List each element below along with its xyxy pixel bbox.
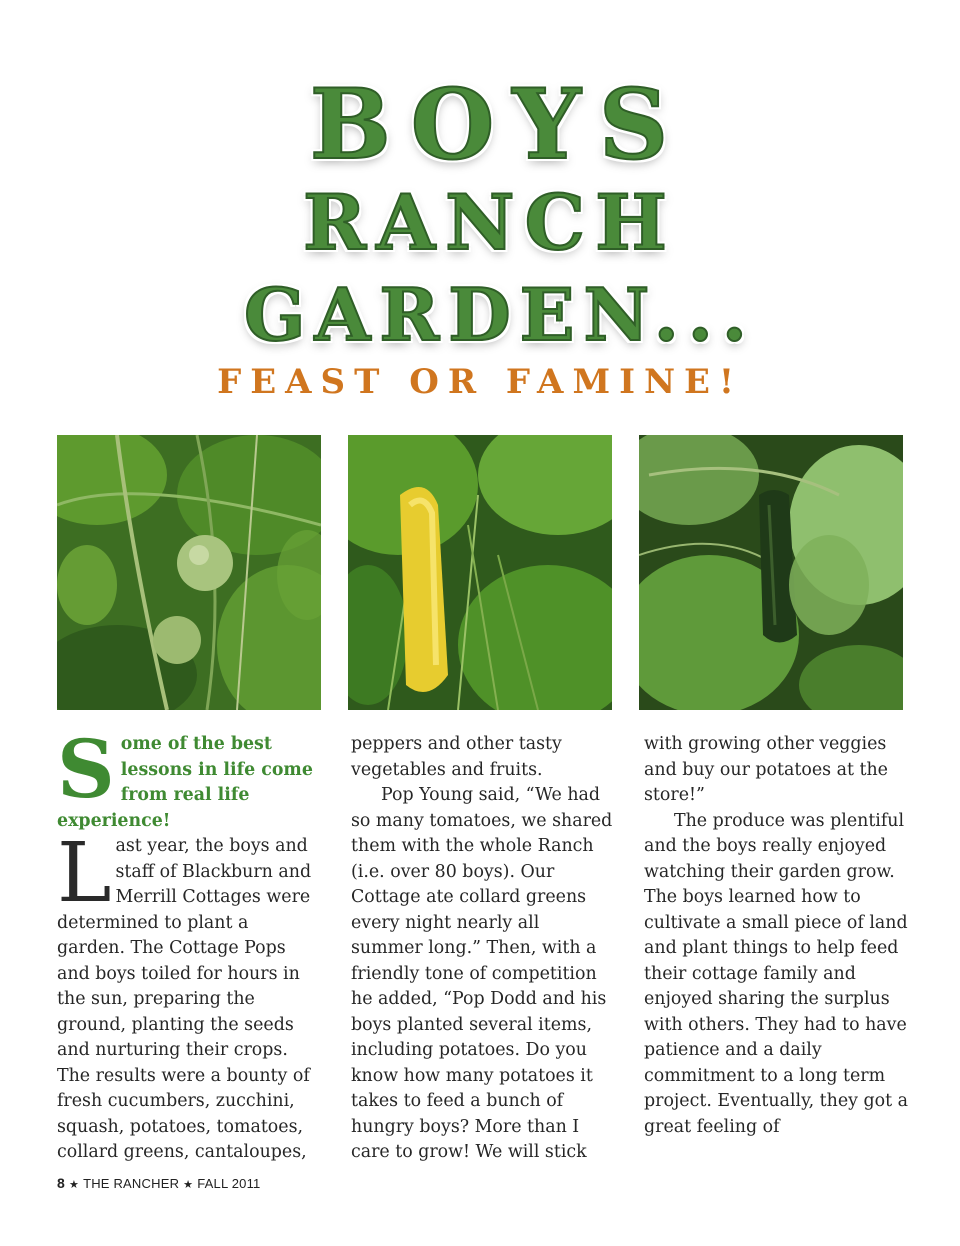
title-line-boys: BOYS	[309, 68, 687, 181]
title-line-ranch: RANCH	[303, 178, 677, 267]
column-3-paragraph-2: The produce was plentiful and the boys really enjoyed watching their garden grow. The boys learned how to cultivate a small piece of land and plant things to help feed their cottage family and enjoyed sharing the surplus with others. They had to have patience and a daily commitment to a long term project. Eventually, they got a great feeling of	[644, 810, 908, 1137]
article-column-1	[57, 722, 321, 1166]
paragraph-dropcap: L	[57, 826, 112, 921]
page-number: 8	[57, 1175, 65, 1191]
tomato-photo-graphic	[57, 435, 321, 710]
column-2-paragraph-2: Pop Young said, “We had so many tomatoes, we shared them with the whole Ranch (i.e. over 80 boys). Our Cottage ate collard greens every night nearly all summer long.” Then, with a friendly tone of competition he added, “Pop Dodd and his boys planted several items, including potatoes. Do you know how many potatoes it takes to feed a bunch of hungry boys? More than I care to grow! We will stick	[351, 785, 613, 1162]
squash-photo-graphic	[348, 435, 612, 710]
photo-zucchini	[639, 435, 903, 710]
column-3-paragraph-1: with growing other veggies and buy our potatoes at the store!”	[644, 734, 888, 805]
subtitle: FEAST OR FAMINE!	[217, 362, 743, 402]
publication-name: THE RANCHER	[83, 1176, 180, 1191]
title-line-garden: GARDEN...	[244, 272, 756, 357]
paragraph-1-text: ast year, the boys and staff of Blackburn and Merrill Cottages were determined to plant a garden. The Cottage Pops and boys toiled for hours in the sun, preparing the ground, planting the seeds and nurturing their crops. The results were a bounty of fresh cucumbers, zucchini, squash, potatoes, tomatoes, collard greens, cantaloupes,	[57, 836, 312, 1162]
article-column-3	[644, 732, 908, 1140]
page-footer	[57, 1175, 260, 1191]
lead-dropcap: S	[57, 722, 115, 816]
column-2-paragraph-1: peppers and other tasty vegetables and fruits.	[351, 734, 562, 780]
star-icon: ★	[69, 1179, 80, 1191]
photo-tomatoes	[57, 435, 321, 710]
article-column-2	[351, 732, 615, 1166]
lead-text: ome of the best lessons in life come from real life experience!	[57, 734, 313, 831]
zucchini-photo-graphic	[639, 435, 903, 710]
issue-label: FALL 2011	[197, 1176, 261, 1191]
photo-squash	[348, 435, 612, 710]
star-icon: ★	[183, 1179, 194, 1191]
